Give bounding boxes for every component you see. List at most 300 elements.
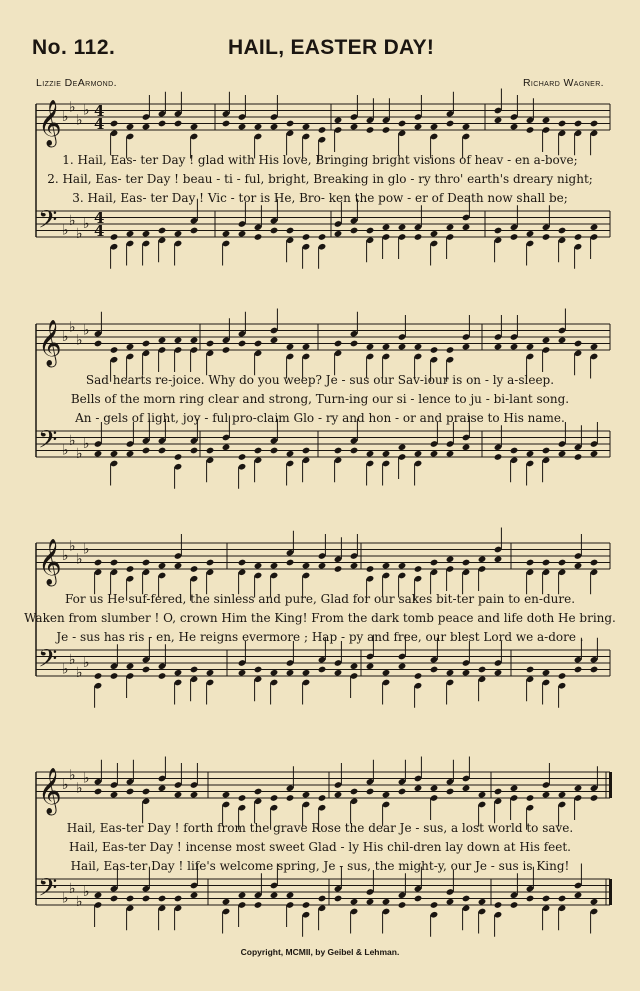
note-head — [286, 450, 295, 458]
note-head — [286, 120, 295, 128]
bass-clef-icon: 𝄢 — [38, 425, 58, 461]
note-head — [334, 340, 343, 348]
flat-icon: ♭ — [69, 319, 76, 336]
note-head — [158, 895, 167, 903]
note-head — [366, 227, 375, 235]
note-head — [286, 227, 295, 235]
note-head — [366, 898, 375, 906]
flat-icon: ♭ — [76, 664, 83, 681]
note-head — [238, 453, 247, 461]
time-signature: 4 — [94, 222, 105, 240]
treble-clef-icon: 𝄞 — [38, 320, 62, 366]
bass-clef-icon: 𝄢 — [38, 644, 58, 680]
note-head — [174, 562, 183, 570]
note-head — [542, 116, 551, 124]
note-head — [478, 791, 487, 799]
note-head — [334, 791, 343, 799]
note-head — [382, 223, 391, 231]
note-head — [558, 791, 567, 799]
note-head — [558, 895, 567, 903]
note-head — [126, 662, 135, 670]
lyric-line: 3. Hail, Eas- ter Day ! Vic - tor is He, Bro- ken the pow - er of Death now shall be; — [72, 191, 568, 205]
note-head — [494, 901, 503, 909]
note-head — [430, 784, 439, 792]
flat-icon: ♭ — [83, 884, 90, 900]
lyric-line: 2. Hail, Eas- ter Day ! beau - ti - ful, bright, Breaking in glo - ry thro' earth's dreary night; — [47, 172, 593, 186]
note-head — [558, 450, 567, 458]
note-head — [318, 895, 327, 903]
note-head — [590, 223, 599, 231]
note-head — [94, 450, 103, 458]
bass-clef-icon: 𝄢 — [38, 873, 58, 909]
note-head — [190, 123, 199, 131]
note-head — [574, 340, 583, 348]
note-head — [446, 346, 455, 354]
note-head — [142, 788, 151, 796]
time-signature: 4 — [94, 102, 105, 120]
note-head — [286, 891, 295, 899]
note-head — [590, 794, 599, 802]
note-head — [254, 233, 263, 241]
note-head — [382, 791, 391, 799]
note-head — [414, 450, 423, 458]
note-head — [510, 784, 519, 792]
note-head — [174, 336, 183, 344]
note-head — [302, 233, 311, 241]
note-head — [350, 227, 359, 235]
note-head — [126, 450, 135, 458]
flat-icon: ♭ — [69, 432, 76, 449]
note-head — [414, 233, 423, 241]
note-head — [222, 346, 231, 354]
flat-icon: ♭ — [62, 329, 69, 345]
note-head — [126, 230, 135, 238]
note-head — [590, 450, 599, 458]
note-head — [302, 123, 311, 131]
note-head — [558, 336, 567, 344]
note-head — [366, 565, 375, 573]
note-head — [270, 227, 279, 235]
flat-icon: ♭ — [69, 767, 76, 784]
time-signature: 4 — [94, 115, 105, 133]
note-head — [174, 791, 183, 799]
note-head — [254, 447, 263, 455]
note-head — [430, 450, 439, 458]
note-head — [254, 788, 263, 796]
flat-icon: ♭ — [83, 436, 90, 452]
note-head — [574, 891, 583, 899]
note-head — [542, 559, 551, 567]
note-head — [574, 120, 583, 128]
note-head — [142, 666, 151, 674]
note-head — [158, 227, 167, 235]
lyric-line: 1. Hail, Eas- ter Day ! glad with His love, Bringing bright visions of heav - en a-bove; — [62, 153, 578, 167]
note-head — [350, 562, 359, 570]
note-head — [206, 559, 215, 567]
note-head — [494, 788, 503, 796]
note-head — [494, 343, 503, 351]
lyric-line: Sad hearts re-joice. Why do you weep? Je - sus our Sav-iour is on - ly a-sleep. — [85, 373, 555, 387]
flat-icon: ♭ — [83, 655, 90, 671]
note-head — [462, 784, 471, 792]
note-head — [334, 565, 343, 573]
note-head — [574, 562, 583, 570]
note-head — [398, 901, 407, 909]
flat-icon: ♭ — [83, 102, 90, 119]
note-head — [510, 447, 519, 455]
note-head — [430, 230, 439, 238]
note-head — [398, 223, 407, 231]
note-head — [206, 669, 215, 677]
lyric-line: Hail, Eas-ter Day ! forth from the grave Rose the dear Je - sus, a lost world to save. — [66, 821, 574, 835]
note-head — [302, 447, 311, 455]
note-head — [350, 898, 359, 906]
note-head — [126, 565, 135, 573]
note-head — [430, 666, 439, 674]
flat-icon: ♭ — [62, 777, 69, 793]
note-head — [350, 340, 359, 348]
note-head — [94, 672, 103, 680]
note-head — [542, 669, 551, 677]
note-head — [398, 788, 407, 796]
note-head — [174, 453, 183, 461]
note-head — [334, 895, 343, 903]
note-head — [238, 669, 247, 677]
flat-icon: ♭ — [76, 551, 83, 568]
note-head — [526, 450, 535, 458]
flat-icon: ♭ — [62, 109, 69, 125]
note-head — [302, 343, 311, 351]
note-head — [462, 223, 471, 231]
note-head — [126, 895, 135, 903]
note-head — [398, 662, 407, 670]
note-head — [142, 340, 151, 348]
note-head — [302, 791, 311, 799]
flat-icon: ♭ — [69, 212, 76, 229]
note-head — [302, 562, 311, 570]
note-head — [334, 447, 343, 455]
note-head — [574, 233, 583, 241]
flat-icon: ♭ — [76, 780, 83, 797]
note-head — [462, 443, 471, 451]
flat-icon: ♭ — [69, 651, 76, 668]
note-head — [222, 443, 231, 451]
note-head — [542, 233, 551, 241]
note-head — [494, 116, 503, 124]
flat-icon: ♭ — [62, 548, 69, 564]
note-head — [94, 788, 103, 796]
note-head — [526, 559, 535, 567]
note-head — [414, 784, 423, 792]
note-head — [190, 447, 199, 455]
note-head — [94, 559, 103, 567]
flat-icon: ♭ — [76, 112, 83, 129]
flat-icon: ♭ — [76, 225, 83, 242]
note-head — [430, 559, 439, 567]
note-head — [302, 669, 311, 677]
note-head — [318, 794, 327, 802]
composer-credit: Richard Wagner. — [522, 77, 604, 89]
note-head — [334, 669, 343, 677]
note-head — [446, 450, 455, 458]
note-head — [446, 555, 455, 563]
flat-icon: ♭ — [83, 541, 90, 558]
lyricist-credit: Lizzie DeArmond. — [36, 77, 117, 89]
note-head — [350, 788, 359, 796]
note-head — [366, 662, 375, 670]
note-head — [238, 794, 247, 802]
note-head — [270, 562, 279, 570]
note-head — [222, 230, 231, 238]
flat-icon: ♭ — [62, 442, 69, 459]
note-head — [110, 233, 119, 241]
note-head — [174, 230, 183, 238]
flat-icon: ♭ — [69, 99, 76, 116]
note-head — [350, 662, 359, 670]
note-head — [494, 453, 503, 461]
note-head — [590, 120, 599, 128]
note-head — [462, 669, 471, 677]
note-head — [446, 669, 455, 677]
note-head — [238, 340, 247, 348]
lyric-line: An - gels of light, joy - ful pro-claim Glo - ry and hon - or and praise to His name. — [75, 411, 565, 425]
flat-icon: ♭ — [62, 222, 69, 239]
note-head — [542, 447, 551, 455]
flat-icon: ♭ — [76, 332, 83, 349]
flat-icon: ♭ — [83, 216, 90, 232]
note-head — [158, 672, 167, 680]
note-head — [254, 666, 263, 674]
note-head — [398, 343, 407, 351]
note-head — [398, 443, 407, 451]
note-head — [510, 233, 519, 241]
note-head — [190, 227, 199, 235]
note-head — [286, 794, 295, 802]
note-head — [446, 788, 455, 796]
note-head — [542, 791, 551, 799]
note-head — [558, 559, 567, 567]
time-signature: 4 — [94, 209, 105, 227]
note-head — [190, 891, 199, 899]
note-head — [462, 123, 471, 131]
note-head — [398, 120, 407, 128]
final-barline — [609, 772, 612, 798]
note-head — [382, 343, 391, 351]
note-head — [238, 230, 247, 238]
note-head — [494, 669, 503, 677]
note-head — [222, 791, 231, 799]
note-head — [382, 562, 391, 570]
note-head — [318, 666, 327, 674]
hymn-title: HAIL, EASTER DAY! — [228, 36, 435, 59]
note-head — [110, 791, 119, 799]
lyric-line: Hail, Eas-ter Day ! incense most sweet Glad - ly His chil-dren lay down at His feet. — [69, 840, 571, 854]
note-head — [286, 343, 295, 351]
note-head — [206, 447, 215, 455]
note-head — [478, 898, 487, 906]
treble-clef-icon: 𝄞 — [38, 539, 62, 585]
flat-icon: ♭ — [69, 538, 76, 555]
note-head — [318, 562, 327, 570]
note-head — [526, 230, 535, 238]
note-head — [174, 669, 183, 677]
note-head — [190, 666, 199, 674]
note-head — [574, 453, 583, 461]
note-head — [158, 336, 167, 344]
note-head — [238, 123, 247, 131]
note-head — [558, 120, 567, 128]
note-head — [526, 343, 535, 351]
hymn-number: No. 112. — [32, 36, 116, 59]
lyric-line: For us He suf-fered, the sinless and pure, Glad for our sakes bit-ter pain to en-dure. — [64, 592, 576, 606]
note-head — [174, 120, 183, 128]
note-head — [478, 666, 487, 674]
note-head — [382, 669, 391, 677]
note-head — [462, 895, 471, 903]
note-head — [142, 559, 151, 567]
flat-icon: ♭ — [83, 770, 90, 787]
note-head — [110, 559, 119, 567]
note-head — [462, 343, 471, 351]
note-head — [414, 123, 423, 131]
note-head — [462, 559, 471, 567]
note-head — [142, 895, 151, 903]
note-head — [270, 123, 279, 131]
note-head — [110, 346, 119, 354]
flat-icon: ♭ — [76, 445, 83, 462]
note-head — [270, 669, 279, 677]
note-head — [574, 784, 583, 792]
note-head — [254, 340, 263, 348]
note-head — [110, 895, 119, 903]
note-head — [158, 784, 167, 792]
note-head — [94, 340, 103, 348]
note-head — [318, 233, 327, 241]
note-head — [446, 898, 455, 906]
note-head — [206, 340, 215, 348]
note-head — [318, 126, 327, 134]
note-head — [286, 669, 295, 677]
note-head — [510, 901, 519, 909]
flat-icon: ♭ — [76, 893, 83, 910]
note-head — [190, 791, 199, 799]
note-head — [414, 672, 423, 680]
flat-icon: ♭ — [69, 880, 76, 897]
note-head — [478, 555, 487, 563]
note-head — [158, 447, 167, 455]
note-head — [270, 891, 279, 899]
note-head — [366, 788, 375, 796]
note-head — [142, 123, 151, 131]
note-head — [542, 895, 551, 903]
flat-icon: ♭ — [62, 890, 69, 907]
copyright-notice: Copyright, MCMII, by Geibel & Lehman. — [240, 947, 400, 957]
note-head — [254, 562, 263, 570]
note-head — [526, 666, 535, 674]
note-head — [158, 562, 167, 570]
lyric-line: Je - sus has ris - en, He reigns evermore ; Hap - py and free, our blest Lord we a-dore . — [56, 630, 584, 644]
note-head — [270, 447, 279, 455]
note-head — [254, 123, 263, 131]
note-head — [526, 794, 535, 802]
note-head — [382, 450, 391, 458]
note-head — [382, 126, 391, 134]
note-head — [126, 123, 135, 131]
note-head — [350, 123, 359, 131]
note-head — [334, 230, 343, 238]
note-head — [110, 450, 119, 458]
note-head — [190, 565, 199, 573]
note-head — [142, 230, 151, 238]
flat-icon: ♭ — [62, 661, 69, 678]
final-barline — [609, 879, 612, 905]
note-head — [110, 120, 119, 128]
note-head — [510, 343, 519, 351]
note-head — [574, 666, 583, 674]
note-head — [350, 447, 359, 455]
note-head — [414, 895, 423, 903]
note-head — [558, 227, 567, 235]
note-head — [366, 126, 375, 134]
note-head — [446, 120, 455, 128]
note-head — [126, 788, 135, 796]
note-head — [414, 565, 423, 573]
note-head — [238, 559, 247, 567]
note-head — [126, 343, 135, 351]
note-head — [174, 895, 183, 903]
note-head — [414, 343, 423, 351]
note-head — [302, 901, 311, 909]
note-head — [430, 123, 439, 131]
note-head — [590, 559, 599, 567]
lyric-line: Waken from slumber ! O, crown Him the King! From the dark tomb peace and life doth He bring. — [24, 611, 616, 625]
note-head — [334, 116, 343, 124]
note-head — [542, 336, 551, 344]
note-head — [158, 120, 167, 128]
note-head — [558, 672, 567, 680]
lyric-line: Bells of the morn ring clear and strong, Turn-ing our si - lence to ju - bi-lant song. — [70, 392, 570, 406]
note-head — [110, 672, 119, 680]
treble-clef-icon: 𝄞 — [38, 768, 62, 814]
note-head — [430, 901, 439, 909]
note-head — [222, 120, 231, 128]
note-head — [366, 450, 375, 458]
flat-icon: ♭ — [83, 322, 90, 339]
note-head — [430, 346, 439, 354]
note-head — [526, 895, 535, 903]
lyric-line: Hail, Eas-ter Day ! life's welcome spring, Je - sus, the might-y, our Je - sus is King! — [70, 859, 570, 873]
note-head — [270, 336, 279, 344]
bass-clef-icon: 𝄢 — [38, 205, 58, 241]
note-head — [142, 447, 151, 455]
note-head — [510, 123, 519, 131]
note-head — [366, 343, 375, 351]
note-head — [398, 562, 407, 570]
note-head — [382, 898, 391, 906]
note-head — [238, 891, 247, 899]
note-head — [286, 559, 295, 567]
note-head — [494, 555, 503, 563]
note-head — [590, 343, 599, 351]
note-head — [270, 794, 279, 802]
note-head — [94, 891, 103, 899]
note-head — [190, 336, 199, 344]
note-head — [254, 901, 263, 909]
note-head — [446, 223, 455, 231]
note-head — [526, 126, 535, 134]
note-head — [494, 227, 503, 235]
note-head — [590, 666, 599, 674]
